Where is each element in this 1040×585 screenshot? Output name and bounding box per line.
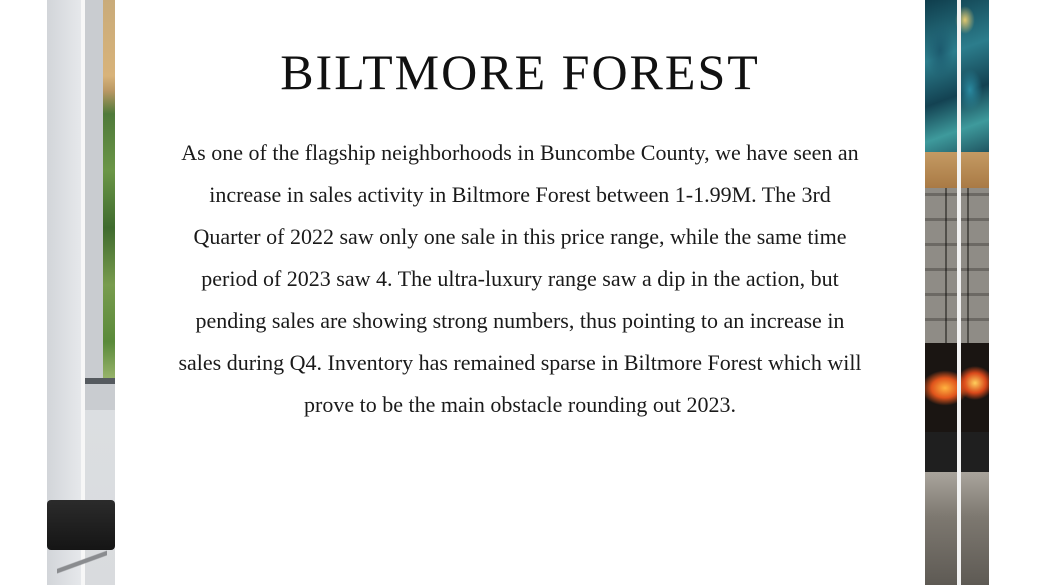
window-view	[103, 0, 115, 380]
window-sill	[85, 378, 115, 384]
photo-divider	[957, 0, 961, 585]
fireplace-photo	[925, 0, 989, 585]
right-margin	[989, 0, 1040, 585]
body-paragraph: As one of the flagship neighborhoods in Buncombe County, we have seen an increase in sales activity in Biltmore Forest between 1-1.99M. The 3rd Quarter of 2022 saw only one sale in this price range, while the same time period of 2023 saw 4. The ultra-luxury range saw a dip in the action, but pending sales are showing strong numbers, thus pointing to an increase in sales during Q4. Inventory has remained sparse in Biltmore Forest which will prove to be the main obstacle rounding out 2023.	[178, 140, 862, 417]
bench	[47, 500, 115, 550]
wall	[47, 0, 81, 585]
text-panel	[115, 0, 925, 585]
page-title: BILTMORE FOREST	[280, 44, 760, 100]
interior-window-photo	[47, 0, 115, 585]
bench-leg	[57, 545, 107, 585]
